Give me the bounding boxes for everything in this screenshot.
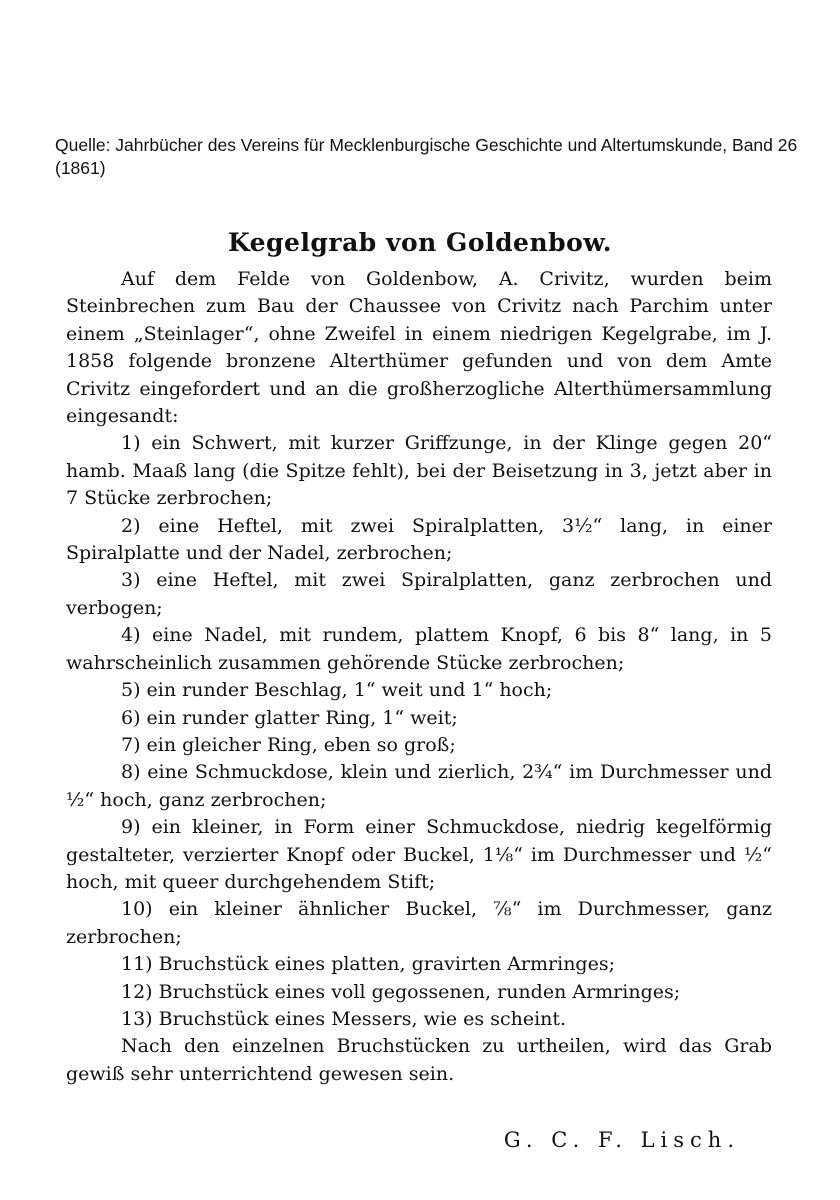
document-title: Kegelgrab von Goldenbow. — [227, 228, 613, 257]
list-item: 13) Bruchstück eines Messers, wie es scheint. — [121, 1007, 567, 1030]
list-item: 4) eine Nadel, mit rundem, plattem Knopf, 6 bis 8“ lang, in 5 wahrscheinlich zusammen gehörende Stücke zerbrochen; — [66, 624, 772, 674]
author-signature: G. C. F. Lisch. — [503, 1128, 740, 1152]
document-body — [66, 266, 772, 1088]
list-item: 8) eine Schmuckdose, klein und zierlich, 2¾“ im Durchmesser und ½“ hoch, ganz zerbrochen; — [66, 761, 772, 811]
list-item: 12) Bruchstück eines voll gegossenen, runden Armringes; — [121, 980, 681, 1003]
list-item: 2) eine Heftel, mit zwei Spiralplatten, 3½“ lang, in einer Spiralplatte und der Nadel, zerbrochen; — [66, 514, 772, 565]
list-item: 6) ein runder glatter Ring, 1“ weit; — [121, 706, 458, 729]
list-item: 3) eine Heftel, mit zwei Spiralplatten, ganz zerbrochen und verbogen; — [66, 569, 772, 619]
intro-paragraph: Auf dem Felde von Goldenbow, A. Crivitz, wurden beim Steinbrechen zum Bau der Chaussee von Crivitz nach Parchim unter einem „Steinlager“, ohne Zweifel in einem niedrigen Kegelgrabe, im J. 1858 folgende bronzene Alterthümer gefunden und von dem Amte Crivitz eingefordert und an die großherzogliche Alterthümersammlung eingesandt: — [66, 268, 772, 428]
list-item: 5) ein runder Beschlag, 1“ weit und 1“ hoch; — [121, 679, 553, 702]
list-item: 10) ein kleiner ähnlicher Buckel, ⅞“ im Durchmesser, ganz zerbrochen; — [66, 898, 772, 948]
conclusion-paragraph: Nach den einzelnen Bruchstücken zu urtheilen, wird das Grab gewiß sehr unterrichtend gewesen sein. — [66, 1035, 772, 1085]
list-item: 7) ein gleicher Ring, eben so groß; — [121, 733, 456, 756]
source-citation: Quelle: Jahrbücher des Vereins für Mecklenburgische Geschichte und Altertumskunde, Band 26 (1861) — [55, 135, 798, 178]
list-item: 1) ein Schwert, mit kurzer Griffzunge, in der Klinge gegen 20“ hamb. Maaß lang (die Spitze fehlt), bei der Beisetzung in 3, jetzt aber in 7 Stücke zerbrochen; — [66, 432, 772, 510]
list-item: 11) Bruchstück eines platten, gravirten Armringes; — [121, 953, 615, 976]
list-item: 9) ein kleiner, in Form einer Schmuckdose, niedrig kegelförmig gestalteter, verzierter Knopf oder Buckel, 1⅛“ im Durchmesser und ½“ hoch, mit queer durchgehendem Stift; — [66, 816, 772, 893]
